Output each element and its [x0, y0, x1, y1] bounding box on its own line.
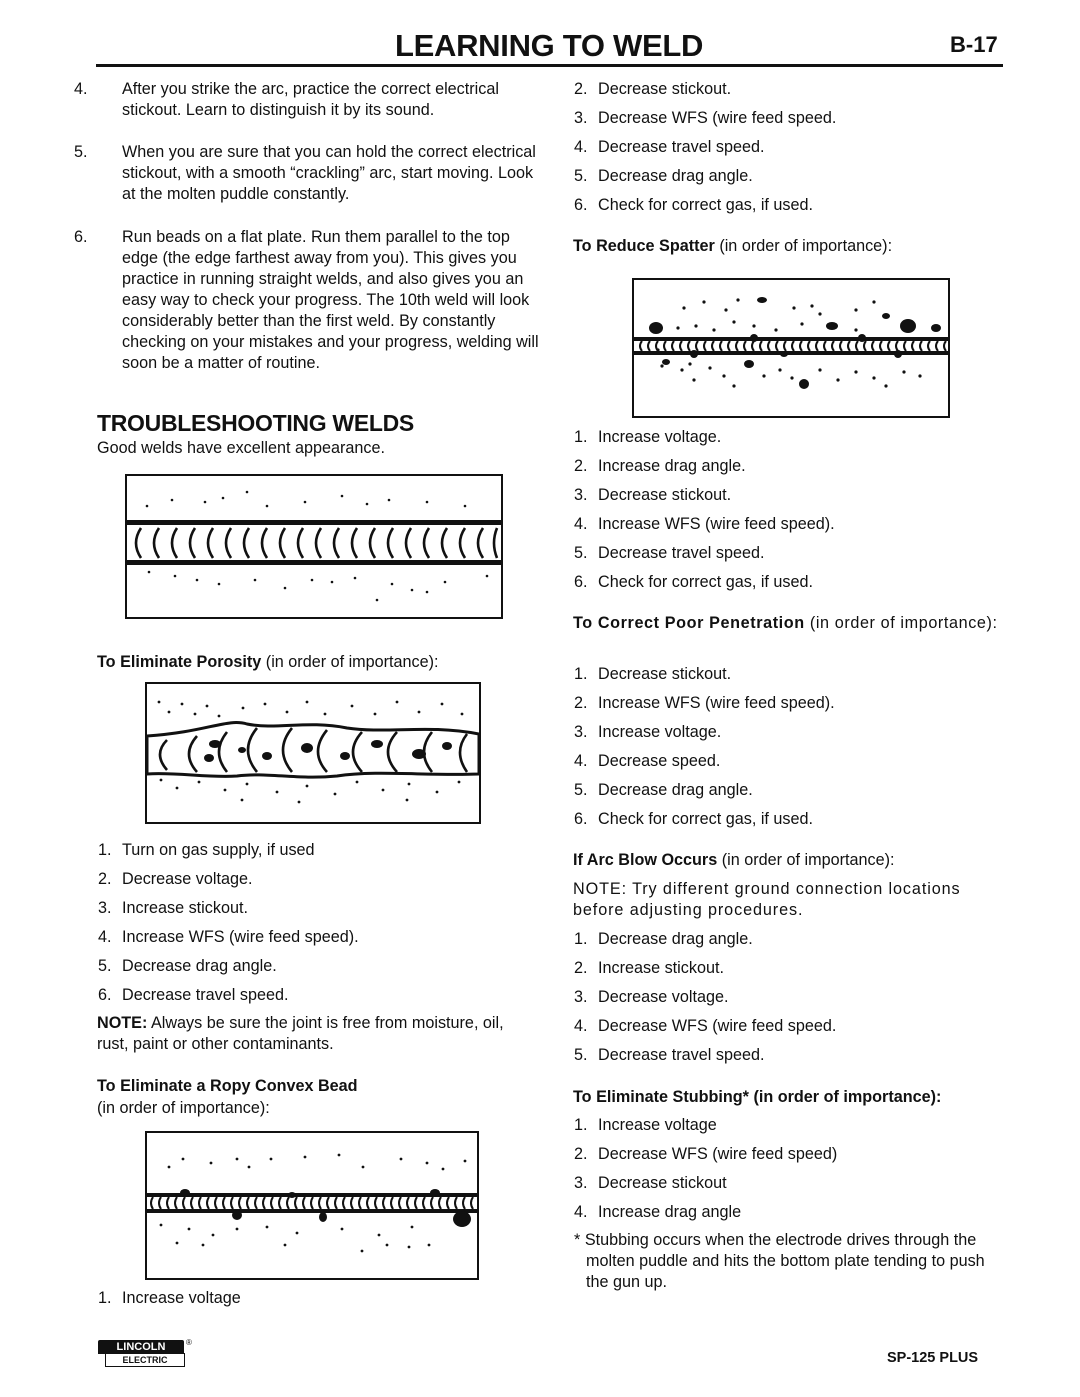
model-name: SP-125 PLUS — [887, 1350, 979, 1366]
list-item: 3. Increase stickout. — [98, 899, 248, 917]
ropy-list — [98, 1288, 241, 1317]
list-item: 1. Turn on gas supply, if used — [98, 841, 315, 859]
list-item: 3. Increase voltage. — [574, 723, 722, 741]
ropy-subheading: (in order of importance): — [97, 1099, 270, 1117]
arcblow-list — [574, 929, 836, 1074]
list-item: 5. Decrease travel speed. — [574, 1046, 765, 1064]
registered-mark: ® — [186, 1338, 192, 1347]
list-item: 6. Check for correct gas, if used. — [574, 573, 814, 591]
list-item: 3. Decrease WFS (wire feed speed. — [574, 109, 837, 127]
arcblow-heading: If Arc Blow Occurs (in order of importance): — [573, 851, 895, 869]
spatter-list — [574, 427, 835, 601]
list-item: 3. Decrease stickout — [574, 1174, 727, 1192]
electric-logo: ELECTRIC — [105, 1353, 185, 1367]
penetration-list — [574, 664, 835, 838]
list-item: 6. Decrease travel speed. — [98, 986, 289, 1004]
list-item: 2. Decrease WFS (wire feed speed) — [574, 1145, 838, 1163]
list-item: 2. Increase drag angle. — [574, 457, 746, 475]
good-weld-illustration — [125, 474, 503, 619]
list-item: 4. Decrease travel speed. — [574, 138, 765, 156]
spatter-weld-illustration — [632, 278, 950, 418]
ropy-list-continued — [574, 79, 836, 224]
lincoln-logo: LINCOLN — [98, 1340, 184, 1354]
list-item: 4. Increase drag angle — [574, 1203, 742, 1221]
stubbing-heading: To Eliminate Stubbing* (in order of importance): — [573, 1088, 942, 1106]
list-item: 3. Decrease voltage. — [574, 988, 729, 1006]
list-item: 4. Decrease WFS (wire feed speed. — [574, 1017, 837, 1035]
ropy-heading: To Eliminate a Ropy Convex Bead — [97, 1077, 358, 1095]
list-item: 6. Check for correct gas, if used. — [574, 810, 814, 828]
list-item: 1. Decrease stickout. — [574, 665, 732, 683]
list-item: 4. Increase WFS (wire feed speed). — [574, 515, 835, 533]
porosity-list — [98, 840, 359, 1014]
list-item: 2. Increase stickout. — [574, 959, 724, 977]
list-item: 5. Decrease drag angle. — [574, 167, 753, 185]
list-item: 1. Increase voltage — [574, 1116, 717, 1134]
arcblow-note: NOTE: Try different ground connection locations before adjusting procedures. — [573, 880, 961, 919]
list-item: 5. Decrease travel speed. — [574, 544, 765, 562]
list-item: 4. Decrease speed. — [574, 752, 721, 770]
list-item: 4. Increase WFS (wire feed speed). — [98, 928, 359, 946]
moisture-note: NOTE: Always be sure the joint is free from moisture, oil, rust, paint or other contaminants. — [97, 1014, 504, 1053]
list-item: 5. Decrease drag angle. — [574, 781, 753, 799]
list-item: 3. Decrease stickout. — [574, 486, 732, 504]
intro-text: Good welds have excellent appearance. — [97, 439, 385, 457]
penetration-heading: To Correct Poor Penetration (in order of importance): — [573, 614, 998, 632]
ropy-bead-illustration — [145, 1131, 479, 1280]
header-rule — [96, 64, 1003, 67]
list-item: 1. Increase voltage. — [574, 428, 722, 446]
list-item: 2. Decrease stickout. — [574, 80, 732, 98]
list-item: 5. Decrease drag angle. — [98, 957, 277, 975]
page-title: LEARNING TO WELD — [395, 28, 704, 63]
step-4: 4. After you strike the arc, practice the correct electrical stickout. Learn to distinguish it by its sound. — [74, 80, 499, 119]
step-6: 6. Run beads on a flat plate. Run them parallel to the top edge (the edge farthest away from you). This gives you practice in running straight welds, and also gives you an easy way to check your progress. The 10th weld will look considerably better than the first weld. By constantly checking on your mistakes and your progress, welding will soon be a matter of routine. — [74, 228, 539, 372]
spatter-heading: To Reduce Spatter (in order of importance): — [573, 237, 893, 255]
list-item: 2. Increase WFS (wire feed speed). — [574, 694, 835, 712]
page-number: B-17 — [950, 32, 998, 57]
list-item: 1. Increase voltage — [98, 1289, 241, 1307]
stubbing-footnote: * Stubbing occurs when the electrode drives through the molten puddle and hits the bottom plate tending to push the gun up. — [574, 1231, 985, 1291]
stubbing-list — [574, 1115, 837, 1231]
porosity-weld-illustration — [145, 682, 481, 824]
list-item: 1. Decrease drag angle. — [574, 930, 753, 948]
section-title: TROUBLESHOOTING WELDS — [97, 410, 414, 436]
list-item: 6. Check for correct gas, if used. — [574, 196, 814, 214]
list-item: 2. Decrease voltage. — [98, 870, 253, 888]
porosity-heading: To Eliminate Porosity (in order of importance): — [97, 653, 439, 671]
step-5: 5. When you are sure that you can hold the correct electrical stickout, with a smooth “crackling” arc, start moving. Look at the molten puddle constantly. — [74, 143, 536, 203]
